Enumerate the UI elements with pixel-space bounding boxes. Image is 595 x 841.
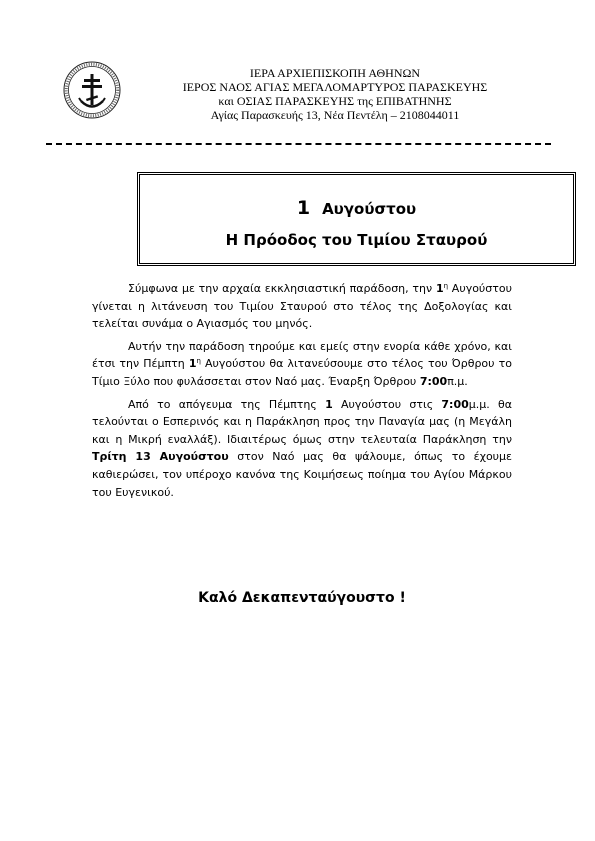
church-name-article: της xyxy=(357,94,373,108)
parish-letterhead xyxy=(140,66,530,122)
text-span: Αυτήν την παράδοση τηρούμε και εμείς στην ενορία κάθε χρόνο, και έτσι την Πέμπτη xyxy=(92,339,512,371)
date-number: 1 xyxy=(325,397,333,411)
feast-title-box xyxy=(137,172,576,266)
church-name-part: και ΟΣΙΑΣ ΠΑΡΑΣΚΕΥΗΣ xyxy=(218,94,358,108)
date-number: 1 xyxy=(435,282,444,295)
archdiocese-name: ΙΕΡΑ ΑΡΧΙΕΠΙΣΚΟΠΗ ΑΘΗΝΩΝ xyxy=(249,66,421,80)
paragraph-tradition xyxy=(92,280,512,333)
text-span: Αυγούστου γίνεται η λιτάνευση του Τιμίου Σταυρού στο τέλος της Δοξολογίας και τελείται συνάμα ο Αγιασμός του μηνός. xyxy=(92,282,512,331)
church-name-continued xyxy=(140,94,530,108)
vespers-time: 7:00 xyxy=(441,397,469,411)
feast-month: Αυγούστου xyxy=(322,200,417,218)
text-span: π.μ. xyxy=(447,374,468,388)
text-span: Σύμφωνα με την αρχαία εκκλησιαστική παράδοση, την xyxy=(128,282,436,295)
paragraph-procession xyxy=(92,338,512,391)
text-span: Αυγούστου στις xyxy=(332,397,442,411)
ordinal-suffix: η xyxy=(443,282,449,290)
church-address: Αγίας Παρασκευής 13, Νέα Πεντέλη – 2108044011 xyxy=(210,108,460,122)
paragraph-paraklesis xyxy=(92,396,512,502)
final-paraklesis-date: Τρίτη 13 Αυγούστου xyxy=(92,450,229,464)
orthros-time: 7:00 xyxy=(419,374,448,388)
closing-greeting: Καλό Δεκαπενταύγουστο ! xyxy=(198,590,406,606)
church-name: ΙΕΡΟΣ ΝΑΟΣ ΑΓΙΑΣ ΜΕΓΑΛΟΜΑΡΤΥΡΟΣ ΠΑΡΑΣΚΕΥΗΣ xyxy=(182,80,488,94)
announcement-body xyxy=(92,280,512,506)
text-span: Από το απόγευμα της Πέμπτης xyxy=(128,397,326,411)
text-span: στον Ναό μας θα ψάλουμε, όπως το έχουμε καθιερώσει, τον υπέροχο κανόνα της Κοιμήσεως ποίημα του Αγίου Μάρκου του Ευγενικού. xyxy=(92,450,512,499)
church-name-part: ΕΠΙΒΑΤΗΝΗΣ xyxy=(372,94,452,108)
date-number: 1 xyxy=(188,357,197,371)
text-span: Αυγούστου θα λιτανεύσουμε στο τέλος του Όρθρου το Τίμιο Ξύλο που φυλάσσεται στον Ναό μας. Έναρξη Όρθρου xyxy=(92,357,512,388)
feast-date xyxy=(140,197,573,219)
feast-day: 1 xyxy=(296,197,311,219)
feast-name: Η Πρόοδος του Τιμίου Σταυρού xyxy=(225,231,488,249)
header-divider xyxy=(46,143,551,145)
text-span: μ.μ. θα τελούνται ο Εσπερινός και η Παράκληση προς την Παναγία μας (η Μεγάλη και η Μικρή εναλλάξ). Ιδιαιτέρως όμως στην τελευταία Παράκληση την xyxy=(92,397,512,446)
church-seal-cross-icon xyxy=(62,60,122,120)
ordinal-suffix: η xyxy=(196,357,201,366)
